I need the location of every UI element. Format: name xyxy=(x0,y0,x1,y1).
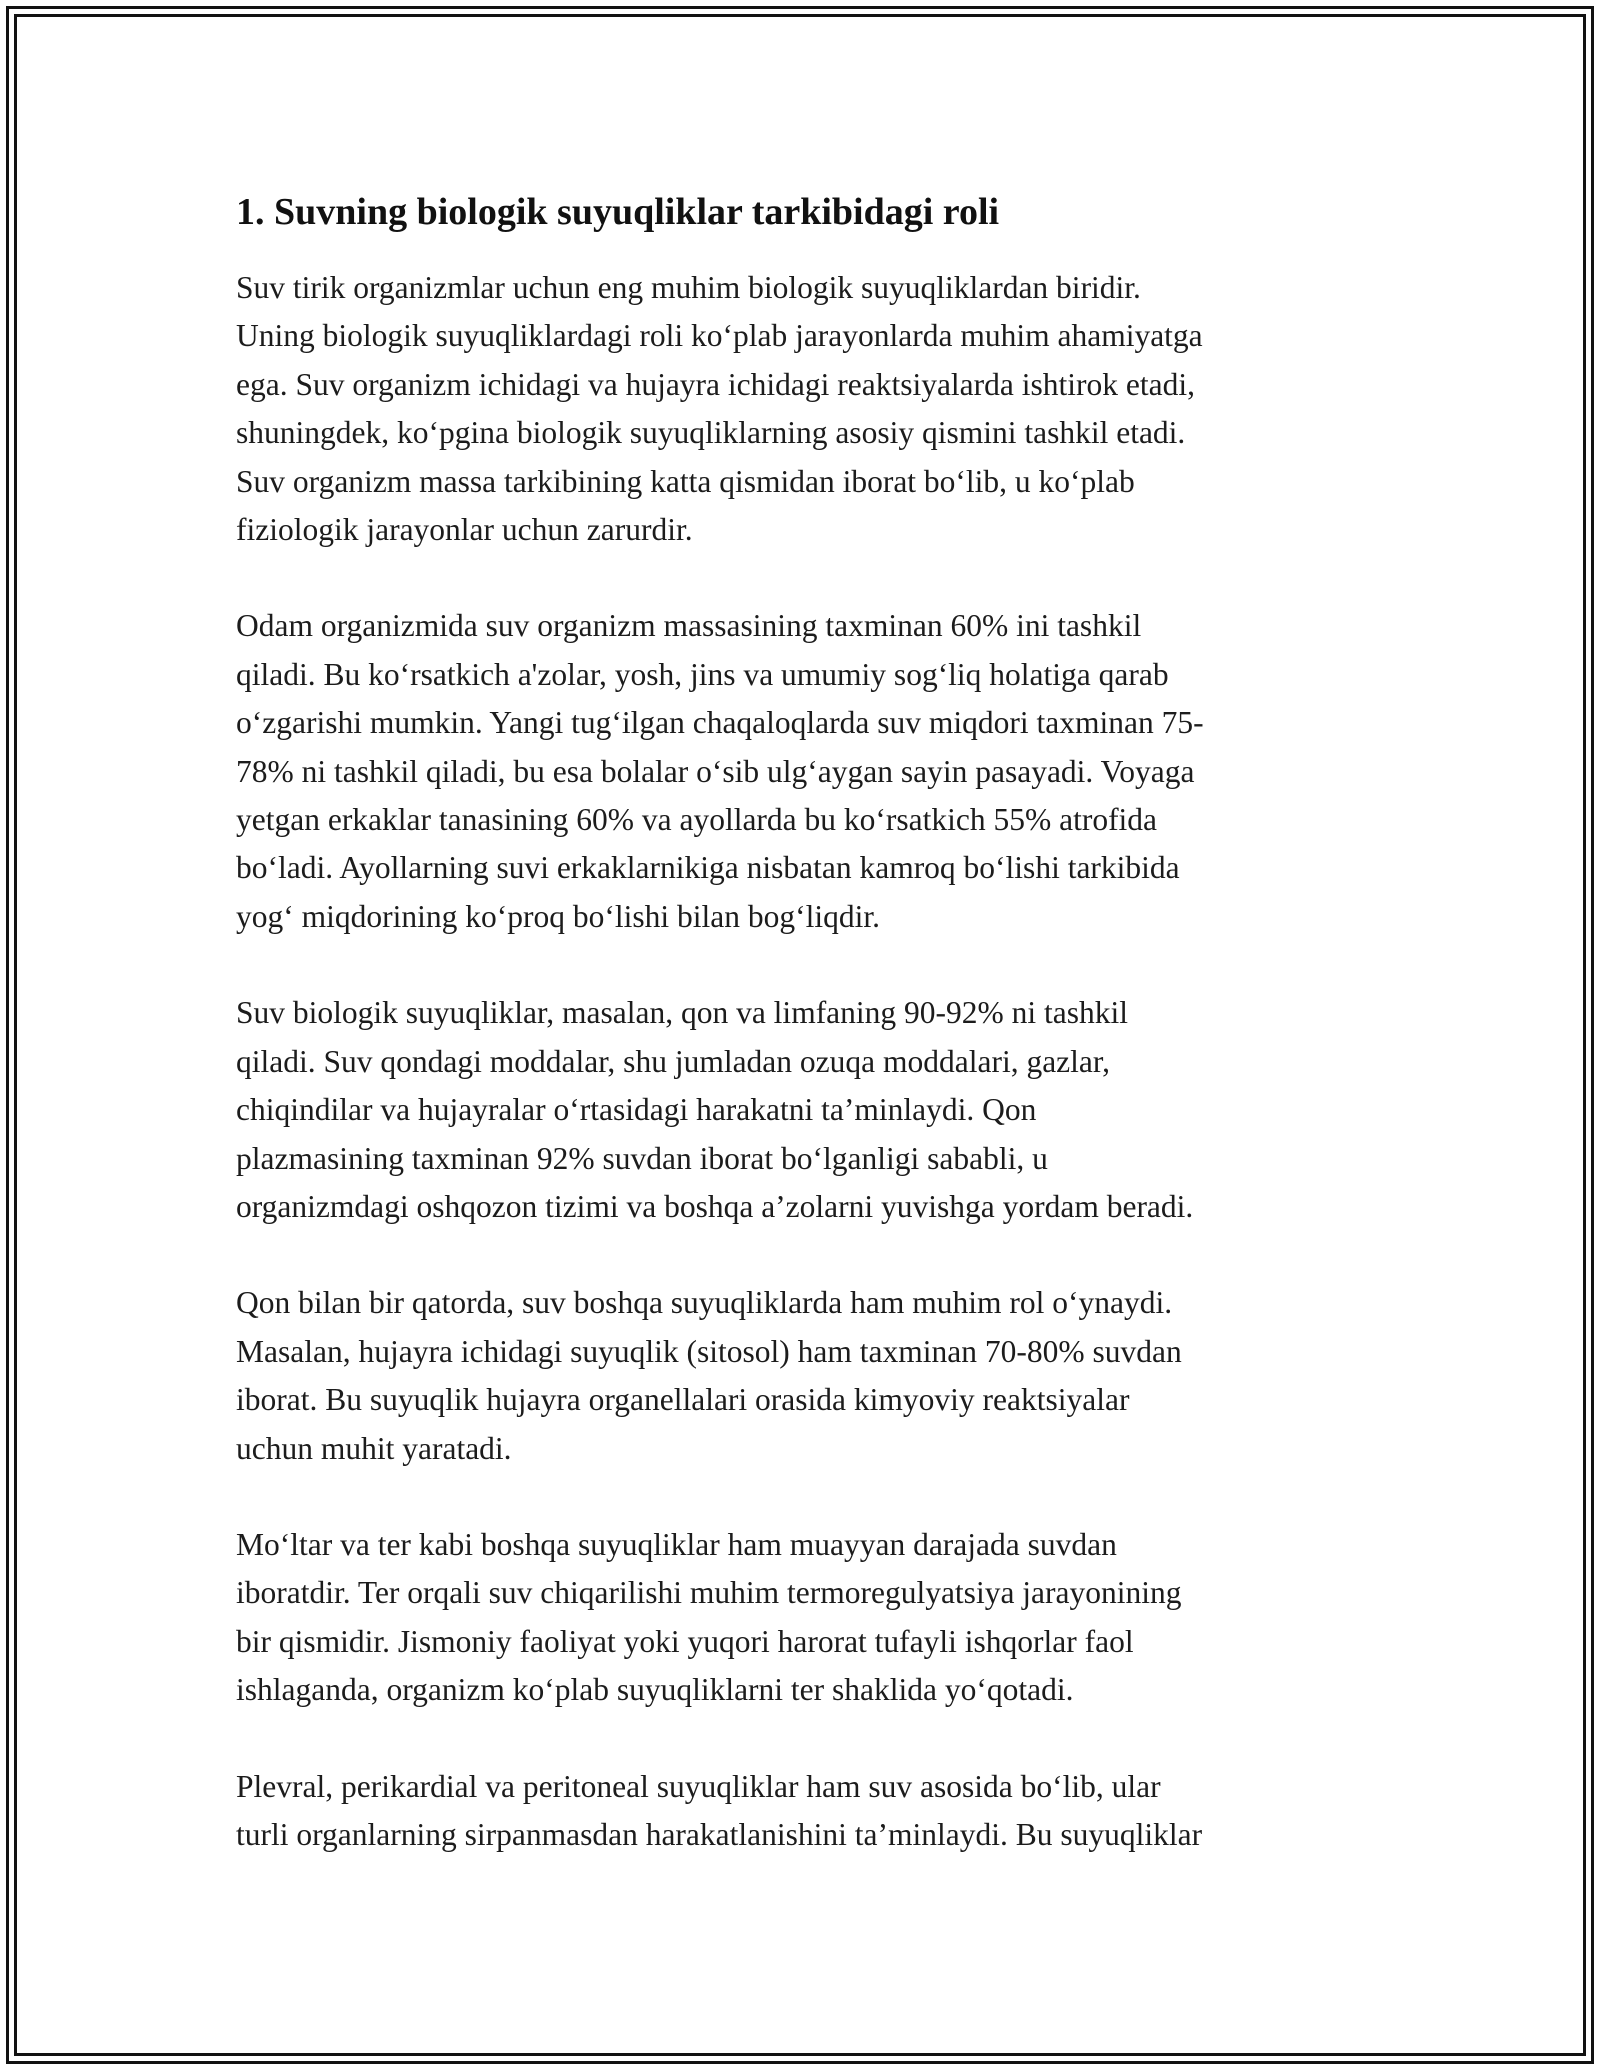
text-line: iborat. Bu suyuqlik hujayra organellalari orasida kimyoviy reaktsiyalar xyxy=(236,1382,1130,1418)
text-line: uchun muhit yaratadi. xyxy=(236,1430,512,1466)
text-line: iboratdir. Ter orqali suv chiqarilishi muhim termoregulyatsiya jarayonining xyxy=(236,1575,1182,1611)
paragraph-1 xyxy=(236,264,1366,554)
text-line: fiziologik jarayonlar uchun zarurdir. xyxy=(236,512,693,548)
text-line: turli organlarning sirpanmasdan harakatlanishini ta’minlaydi. Bu suyuqliklar xyxy=(236,1816,1203,1852)
document-body xyxy=(236,186,1366,1907)
text-line: Suv tirik organizmlar uchun eng muhim biologik suyuqliklardan biridir. xyxy=(236,270,1141,305)
text-line: oʻzgarishi mumkin. Yangi tugʻilgan chaqaloqlarda suv miqdori taxminan 75- xyxy=(236,705,1204,741)
text-line: Plevral, perikardial va peritoneal suyuqliklar ham suv asosida boʻlib, ular xyxy=(236,1768,1161,1804)
text-line: Uning biologik suyuqliklardagi roli koʻplab jarayonlarda muhim ahamiyatga xyxy=(236,318,1203,354)
text-line: 78% ni tashkil qiladi, bu esa bolalar oʻsib ulgʻaygan sayin pasayadi. Voyaga xyxy=(236,753,1195,789)
text-line: yogʻ miqdorining koʻproq boʻlishi bilan bogʻliqdir. xyxy=(236,898,880,934)
text-line: Moʻltar va ter kabi boshqa suyuqliklar ham muayyan darajada suvdan xyxy=(236,1526,1117,1562)
paragraph-2 xyxy=(236,602,1366,941)
text-line: Odam organizmida suv organizm massasining taxminan 60% ini tashkil xyxy=(236,608,1142,644)
text-line: qiladi. Suv qondagi moddalar, shu jumladan ozuqa moddalari, gazlar, xyxy=(236,1043,1111,1079)
text-line: boʻladi. Ayollarning suvi erkaklarnikiga nisbatan kamroq boʻlishi tarkibida xyxy=(236,850,1180,886)
text-line: chiqindilar va hujayralar oʻrtasidagi harakatni ta’minlaydi. Qon xyxy=(236,1092,1037,1128)
paragraph-5 xyxy=(236,1521,1366,1715)
section-heading: 1. Suvning biologik suyuqliklar tarkibidagi roli xyxy=(236,191,1000,233)
paragraph-3 xyxy=(236,989,1366,1231)
text-line: shuningdek, koʻpgina biologik suyuqliklarning asosiy qismini tashkil etadi. xyxy=(236,415,1186,451)
text-line: Suv organizm massa tarkibining katta qismidan iborat boʻlib, u koʻplab xyxy=(236,463,1135,499)
text-line: organizmdagi oshqozon tizimi va boshqa a’zolarni yuvishga yordam beradi. xyxy=(236,1188,1194,1224)
text-line: bir qismidir. Jismoniy faoliyat yoki yuqori harorat tufayli ishqorlar faol xyxy=(236,1623,1134,1659)
text-line: plazmasining taxminan 92% suvdan iborat boʻlganligi sababli, u xyxy=(236,1140,1048,1176)
paragraph-4 xyxy=(236,1279,1366,1473)
text-line: ishlaganda, organizm koʻplab suyuqliklarni ter shaklida yoʻqotadi. xyxy=(236,1672,1074,1708)
text-line: Suv biologik suyuqliklar, masalan, qon va limfaning 90-92% ni tashkil xyxy=(236,995,1129,1031)
text-line: Masalan, hujayra ichidagi suyuqlik (sitosol) ham taxminan 70-80% suvdan xyxy=(236,1333,1182,1369)
text-line: qiladi. Bu koʻrsatkich a'zolar, yosh, jins va umumiy sogʻliq holatiga qarab xyxy=(236,656,1169,692)
paragraph-6 xyxy=(236,1763,1366,1860)
text-line: yetgan erkaklar tanasining 60% va ayollarda bu koʻrsatkich 55% atrofida xyxy=(236,802,1158,838)
text-line: Qon bilan bir qatorda, suv boshqa suyuqliklarda ham muhim rol oʻynaydi. xyxy=(236,1285,1173,1321)
text-line: ega. Suv organizm ichidagi va hujayra ichidagi reaktsiyalarda ishtirok etadi, xyxy=(236,366,1195,402)
